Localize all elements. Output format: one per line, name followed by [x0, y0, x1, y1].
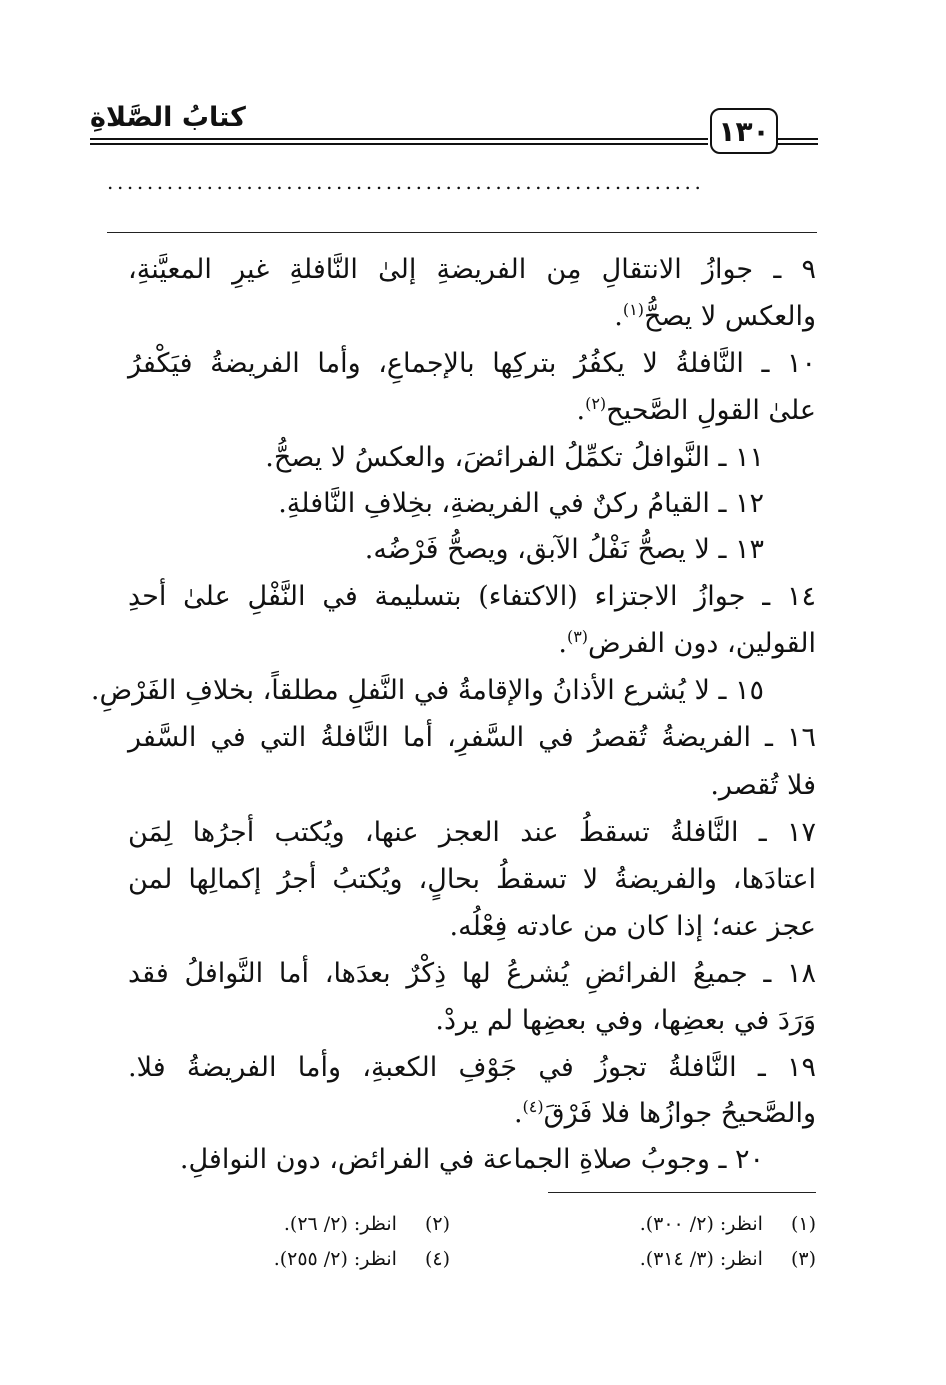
footnote-3: (٣)انظر: (٣/ ٣١٤).	[639, 1248, 816, 1270]
footnote-4: (٤)انظر: (٢/ ٢٥٥).	[273, 1248, 450, 1270]
body-line-19a: ١٩ ـ النَّافلةُ تجوزُ في جَوْفِ الكعبةِ، وأما الفريضةُ فلا.	[128, 1052, 816, 1083]
footnote-separator	[548, 1192, 816, 1193]
body-line-9a: ٩ ـ جوازُ الانتقالِ مِن الفريضةِ إلىٰ النَّافلةِ غيرِ المعيَّنةِ،	[128, 254, 816, 285]
page-number-text: ١٣٠	[718, 114, 770, 148]
body-line-14a: ١٤ ـ جوازُ الاجتزاء (الاكتفاء) بتسليمة في النَّفْلِ علىٰ أحدِ	[128, 581, 816, 612]
footnote-ref-1: (١)	[622, 300, 644, 319]
footnote-ref-3: (٣)	[566, 627, 589, 646]
body-line-17a: ١٧ ـ النَّافلةُ تسقطُ عند العجز عنها، ويُكتب أجرُها لِمَن	[128, 817, 816, 848]
footnote-1: (١)انظر: (٢/ ٣٠٠).	[639, 1213, 816, 1235]
body-line-10b: علىٰ القولِ الصَّحيح$^{(٢)}$.	[576, 394, 816, 426]
body-line-14b: القولين، دون الفرض$^{(٣)}$.	[558, 627, 816, 659]
body-line-16a: ١٦ ـ الفريضةُ تُقصرُ في السَّفرِ، أما النَّافلةُ التي في السَّفر	[128, 722, 816, 753]
body-line-11: ١١ ـ النَّوافلُ تكمِّلُ الفرائضَ، والعكسُ لا يصحُّ.	[265, 442, 764, 473]
header-rule-right-bottom	[776, 143, 818, 145]
body-line-15: ١٥ ـ لا يُشرع الأذانُ والإقامةُ في النَّفلِ مطلقاً، بخلافِ الفَرْضِ.	[90, 675, 764, 706]
body-line-16b: فلا تُقصر.	[710, 770, 816, 801]
body-line-18a: ١٨ ـ جميعُ الفرائضِ يُشرعُ لها ذِكْرٌ بعدَها، أما النَّوافلُ فقد	[128, 958, 816, 989]
footnote-ref-2: (٢)	[585, 394, 607, 413]
body-line-17c: عجز عنه؛ إذا كان من عادته فِعْلُه.	[449, 911, 816, 942]
footnote-2: (٢)انظر: (٢/ ٢٦).	[283, 1213, 450, 1235]
body-line-9b: والعكس لا يصحُّ$^{(١)}$.	[614, 300, 816, 332]
body-line-19b: والصَّحيحُ جوازُها فلا فَرْقَ$^{(٤)}$.	[513, 1097, 816, 1129]
footnote-ref-4: (٤)	[522, 1097, 544, 1116]
body-line-18b: وَرَدَ في بعضِها، وفي بعضِها لم يردْ.	[435, 1005, 816, 1036]
header-rule-left-top	[90, 138, 708, 140]
dotted-line: ............................................................	[107, 170, 705, 194]
body-line-17b: اعتادَها، والفريضةُ لا تسقطُ بحالٍ، ويُكتبُ أجرُ إكمالِها لمن	[128, 864, 816, 895]
header-rule-left-bottom	[90, 143, 708, 145]
body-line-13: ١٣ ـ لا يصحُّ نَفْلُ الآبق، ويصحُّ فَرْضُه.	[364, 534, 764, 565]
top-separator	[107, 232, 817, 233]
page-number	[710, 108, 778, 154]
body-line-12: ١٢ ـ القيامُ ركنٌ في الفريضةِ، بخِلافِ النَّافلةِ.	[278, 488, 764, 519]
running-header-title: كتابُ الصَّلاةِ	[90, 102, 246, 133]
body-line-20: ٢٠ ـ وجوبُ صلاةِ الجماعة في الفرائض، دون النوافلِ.	[179, 1144, 764, 1175]
header-rule-right-top	[776, 138, 818, 140]
body-line-10a: ١٠ ـ النَّافلةُ لا يكفُرُ بتركِها بالإجماعِ، وأما الفريضةُ فيَكْفرُ	[128, 348, 816, 379]
